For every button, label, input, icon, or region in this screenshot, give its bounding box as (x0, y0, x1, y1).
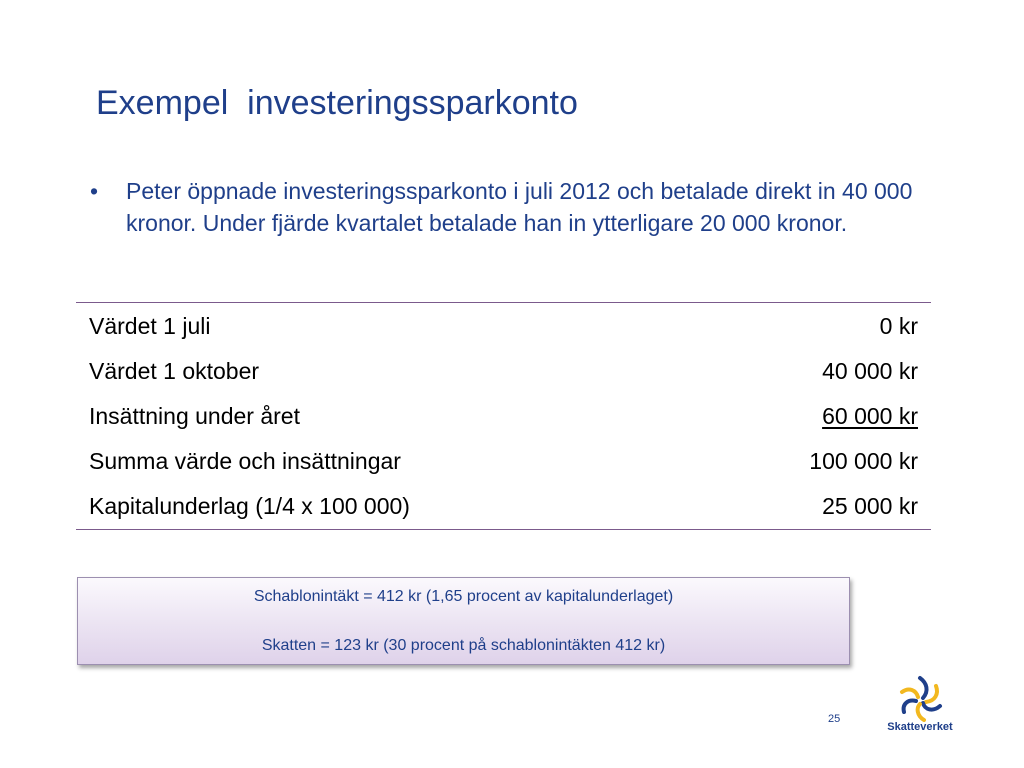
summary-line-skatt: Skatten = 123 kr (30 procent på schablonintäkten 412 kr) (261, 637, 666, 654)
amount-text: 60 000 kr (822, 403, 918, 429)
row-amount (692, 303, 931, 350)
row-label: Insättning under året (89, 403, 300, 429)
skatteverket-logo (880, 674, 960, 738)
summary-box (77, 577, 850, 665)
summary-line-schablonintakt: Schablonintäkt = 412 kr (1,65 procent av kapitalunderlaget) (253, 588, 674, 605)
page-number: 25 (828, 713, 841, 725)
bullet-dot-icon: • (90, 178, 99, 204)
logo-text: Skatteverket (887, 721, 953, 733)
table-row (76, 394, 931, 439)
row-amount (692, 484, 931, 530)
row-amount (692, 439, 931, 484)
row-label: Värdet 1 oktober (89, 358, 260, 384)
bullet-text: Peter öppnade investeringssparkonto i juli 2012 och betalade direkt in 40 000 kronor. Under fjärde kvartalet betalade han in ytterligare 20 000 kronor. (126, 178, 913, 236)
amount-text: 0 kr (879, 312, 918, 339)
table-row (76, 303, 931, 350)
table-row (76, 439, 931, 484)
table-row (76, 349, 931, 394)
bullet-item (90, 175, 920, 239)
bullet-list (90, 175, 920, 239)
amount-text: 40 000 kr (822, 358, 918, 384)
row-label: Kapitalunderlag (1/4 x 100 000) (89, 493, 410, 519)
row-label: Värdet 1 juli (89, 312, 211, 339)
row-amount (692, 349, 931, 394)
amount-text: 25 000 kr (822, 493, 918, 519)
slide-title: Exempel investeringssparkonto (96, 84, 578, 122)
amount-text: 100 000 kr (809, 448, 918, 474)
row-label: Summa värde och insättningar (89, 448, 401, 474)
skatteverket-emblem-icon (896, 674, 944, 722)
row-amount (692, 394, 931, 439)
value-table (76, 302, 931, 530)
table-row (76, 484, 931, 530)
